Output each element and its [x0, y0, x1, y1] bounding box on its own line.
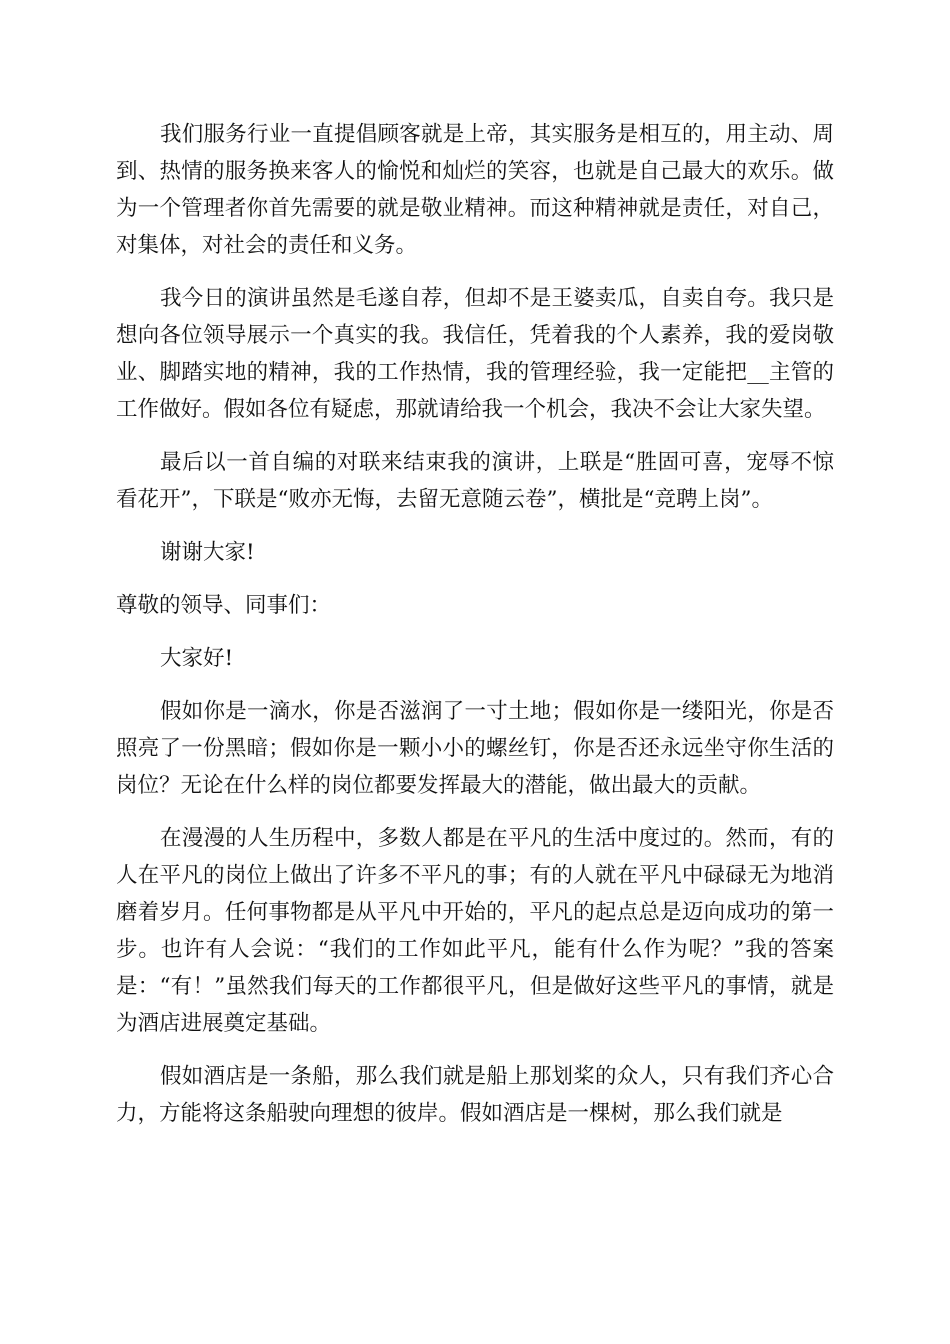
paragraph-ordinary-life: 在漫漫的人生历程中，多数人都是在平凡的生活中度过的。然而，有的人在平凡的岗位上做出了许多不平凡的事；有的人就在平凡中碌碌无为地消磨着岁月。任何事物都是从平凡中开始的，平凡的起点总是迈向成功的第一步。也许有人会说：“我们的工作如此平凡，能有什么作为呢？”我的答案是：“有！”虽然我们每天的工作都很平凡，但是做好这些平凡的事情，就是为酒店进展奠定基础。 — [116, 826, 834, 1036]
paragraph-service-spirit: 我们服务行业一直提倡顾客就是上帝，其实服务是相互的，用主动、周到、热情的服务换来客人的愉悦和灿烂的笑容，也就是自己最大的欢乐。做为一个管理者你首先需要的就是敬业精神。而这种精神就是责任，对自己，对集体，对社会的责任和义务。 — [116, 122, 834, 258]
paragraph-hotel-ship: 假如酒店是一条船，那么我们就是船上那划桨的众人，只有我们齐心合力，方能将这条船驶向理想的彼岸。假如酒店是一棵树，那么我们就是 — [116, 1064, 834, 1126]
salutation: 尊敬的领导、同事们： — [116, 593, 332, 618]
paragraph-couplet: 最后以一首自编的对联来结束我的演讲，上联是“胜固可喜，宠辱不惊看花开”，下联是“败亦无悔，去留无意随云卷”，横批是“竞聘上岗”。 — [116, 450, 834, 512]
greeting: 大家好! — [160, 646, 234, 671]
document-page — [116, 116, 834, 1132]
paragraph-thanks: 谢谢大家! — [160, 540, 255, 565]
paragraph-water-drop: 假如你是一滴水，你是否滋润了一寸土地；假如你是一缕阳光，你是否照亮了一份黑暗；假如你是一颗小小的螺丝钉，你是否还永远坐守你生活的岗位？无论在什么样的岗位都要发挥最大的潜能，做出最大的贡献。 — [116, 699, 834, 798]
paragraph-self-recommendation: 我今日的演讲虽然是毛遂自荐，但却不是王婆卖瓜，自卖自夸。我只是想向各位领导展示一个真实的我。我信任，凭着我的个人素养，我的爱岗敬业、脚踏实地的精神，我的工作热情，我的管理经验，我一定能把__主管的工作做好。假如各位有疑虑，那就请给我一个机会，我决不会让大家失望。 — [116, 286, 834, 422]
